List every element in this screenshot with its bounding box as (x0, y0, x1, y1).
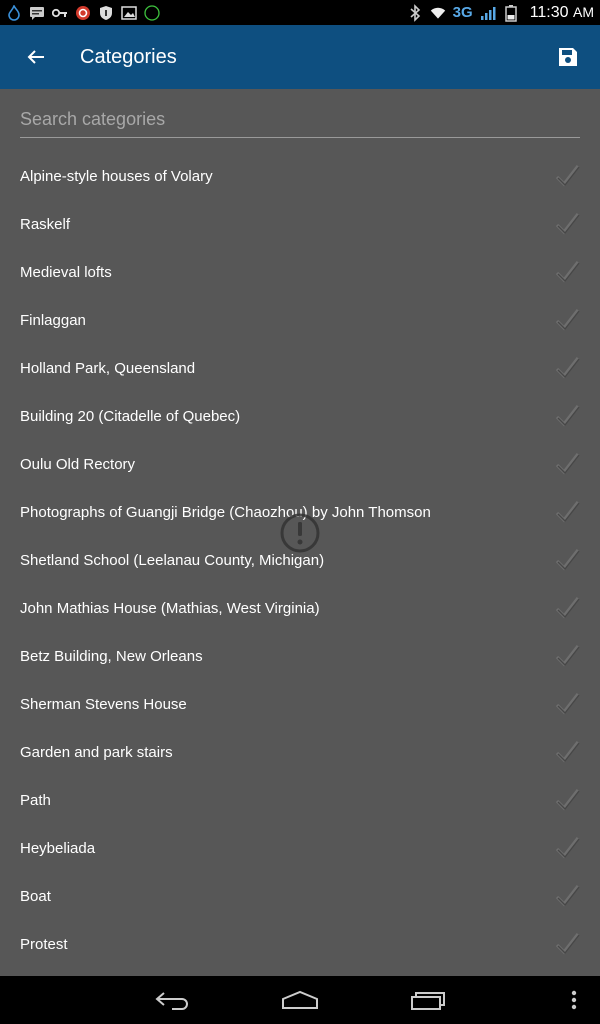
category-label: Photographs of Guangji Bridge (Chaozhou) by John Thomson (20, 503, 431, 521)
category-label: Heybeliada (20, 839, 96, 857)
overflow-menu-button[interactable] (556, 976, 592, 1024)
system-icons (407, 4, 594, 22)
alert-circle-icon (279, 512, 321, 554)
category-row[interactable] (0, 296, 600, 344)
category-label: Building 20 (Citadelle of Quebec) (20, 407, 241, 425)
search-field-container (20, 103, 580, 138)
category-label: Holland Park, Queensland (20, 359, 196, 377)
category-row[interactable] (0, 392, 600, 440)
category-row[interactable] (0, 248, 600, 296)
home-icon (281, 990, 319, 1010)
category-row[interactable] (0, 440, 600, 488)
nav-home-button[interactable] (268, 976, 332, 1024)
navigation-bar (0, 976, 600, 1024)
check-icon[interactable] (554, 595, 580, 621)
category-row[interactable] (0, 344, 600, 392)
category-row[interactable] (0, 200, 600, 248)
bluetooth-icon (407, 5, 423, 21)
nav-back-icon (154, 990, 190, 1010)
category-label: Medieval lofts (20, 263, 112, 281)
check-icon[interactable] (554, 835, 580, 861)
check-icon[interactable] (554, 931, 580, 957)
category-list (0, 152, 600, 968)
category-label: Raskelf (20, 215, 71, 233)
check-icon[interactable] (554, 547, 580, 573)
shield-icon (98, 5, 114, 21)
nav-back-button[interactable] (140, 976, 204, 1024)
category-row[interactable] (0, 632, 600, 680)
network-type-label: 3G (452, 4, 473, 21)
save-icon (557, 46, 579, 68)
category-label: John Mathias House (Mathias, West Virginia) (20, 599, 320, 617)
category-row[interactable] (0, 920, 600, 968)
category-row[interactable] (0, 680, 600, 728)
category-label: Shetland School (Leelanau County, Michigan) (20, 551, 325, 569)
check-icon[interactable] (554, 163, 580, 189)
category-row[interactable] (0, 872, 600, 920)
check-icon[interactable] (554, 259, 580, 285)
category-label: Garden and park stairs (20, 743, 173, 761)
save-button[interactable] (536, 25, 600, 89)
check-icon[interactable] (554, 307, 580, 333)
signal-icon (480, 5, 496, 21)
category-label: Betz Building, New Orleans (20, 647, 203, 665)
clock: 11:30 AM (529, 3, 594, 21)
check-icon[interactable] (554, 499, 580, 525)
category-label: Boat (20, 887, 51, 905)
check-icon[interactable] (554, 403, 580, 429)
app-notification-icon (75, 5, 91, 21)
check-icon[interactable] (554, 643, 580, 669)
wifi-icon (430, 5, 446, 21)
app-bar (0, 25, 600, 89)
check-icon[interactable] (554, 739, 580, 765)
image-icon (121, 5, 137, 21)
check-icon[interactable] (554, 211, 580, 237)
category-label: Finlaggan (20, 311, 86, 329)
check-icon[interactable] (554, 691, 580, 717)
category-row[interactable] (0, 152, 600, 200)
back-button[interactable] (0, 25, 72, 89)
check-icon[interactable] (554, 451, 580, 477)
status-bar (0, 0, 600, 25)
category-label: Alpine-style houses of Volary (20, 167, 213, 185)
badge-icon (144, 5, 160, 21)
arrow-back-icon (27, 49, 45, 65)
category-label: Path (20, 791, 51, 809)
category-label: Sherman Stevens House (20, 695, 187, 713)
category-label: Oulu Old Rectory (20, 455, 136, 473)
message-icon (29, 5, 45, 21)
page-title: Categories (80, 45, 177, 68)
category-row[interactable] (0, 584, 600, 632)
battery-icon (503, 5, 519, 21)
check-icon[interactable] (554, 883, 580, 909)
flame-icon (6, 5, 22, 21)
category-row[interactable] (0, 824, 600, 872)
check-icon[interactable] (554, 787, 580, 813)
key-icon (52, 5, 68, 21)
recents-icon (410, 990, 446, 1010)
category-row[interactable] (0, 776, 600, 824)
category-row[interactable] (0, 728, 600, 776)
category-label: Protest (20, 935, 68, 953)
search-input[interactable] (20, 103, 580, 135)
check-icon[interactable] (554, 355, 580, 381)
nav-recents-button[interactable] (396, 976, 460, 1024)
more-vert-icon (571, 990, 577, 1010)
notification-icons (6, 5, 160, 21)
